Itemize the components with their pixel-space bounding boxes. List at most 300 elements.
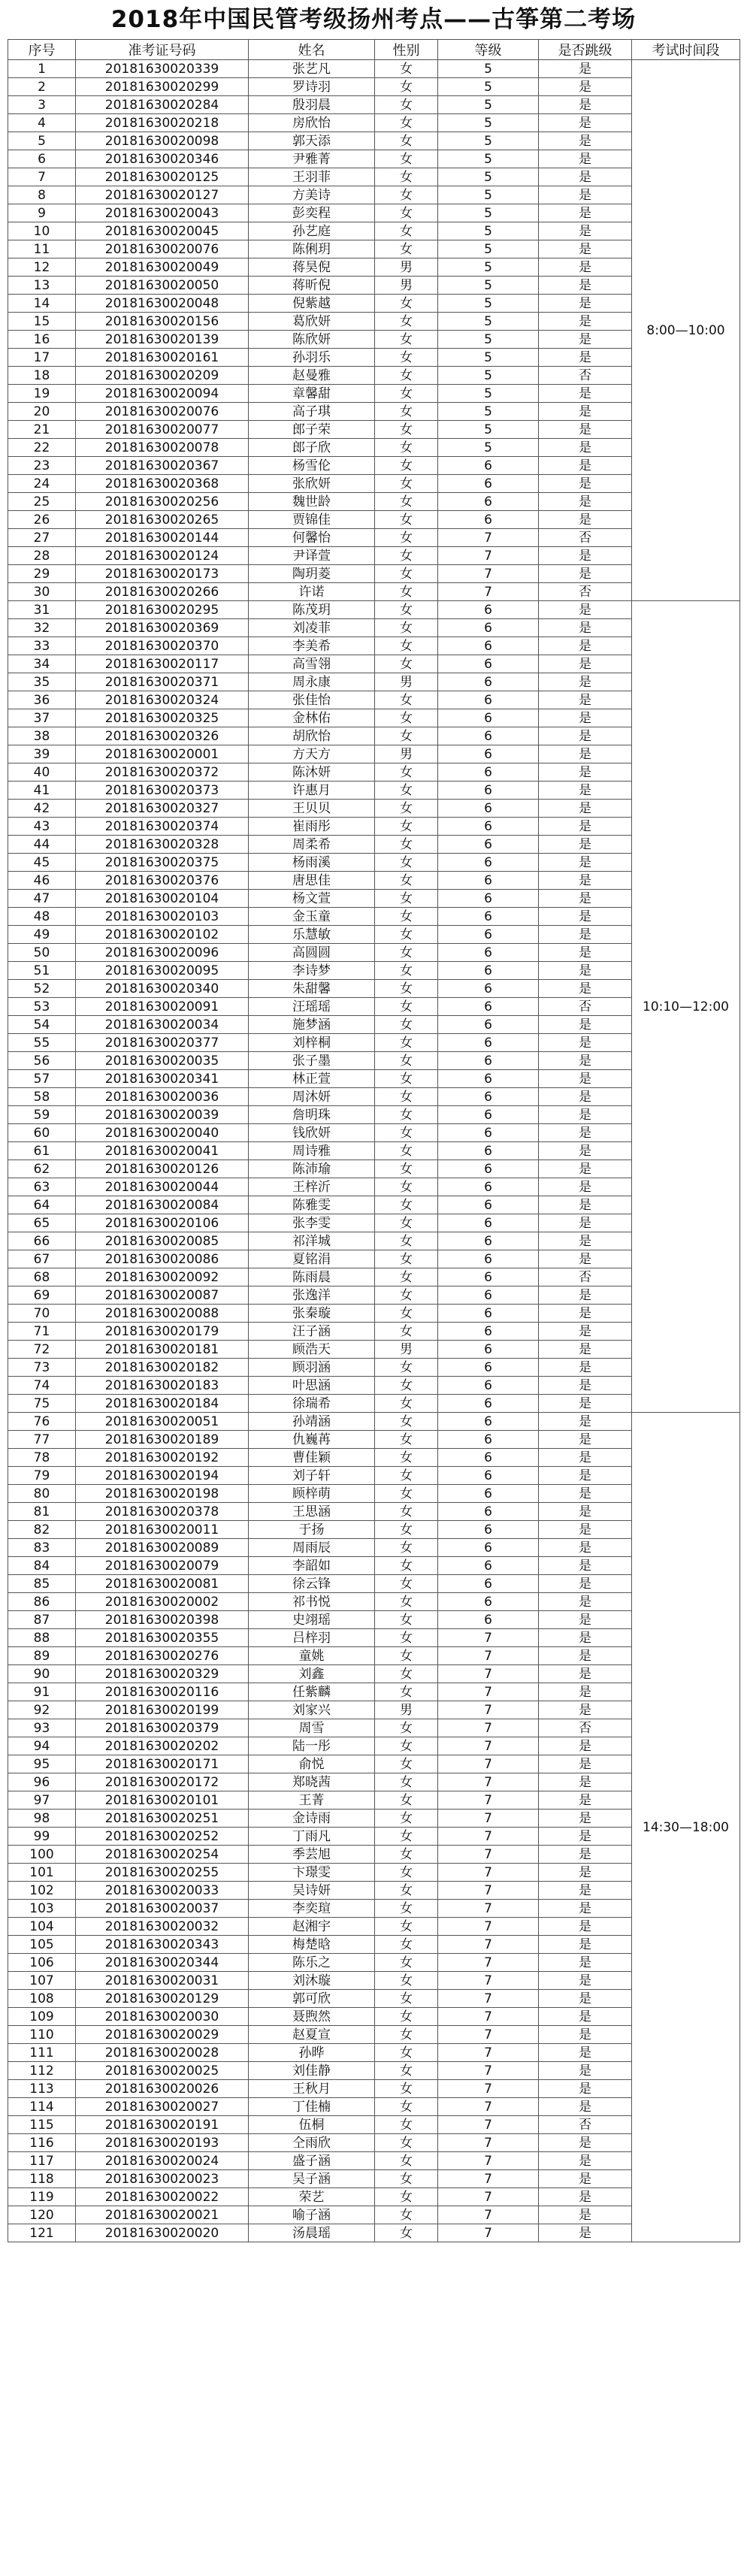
cell-ticket-number: 20181630020218 <box>76 114 249 132</box>
cell-ticket-number: 20181630020193 <box>76 2134 249 2152</box>
table-row <box>8 1250 740 1268</box>
cell-index: 101 <box>8 1864 76 1882</box>
table-row <box>8 60 740 78</box>
cell-name: 刘沐璇 <box>249 1972 375 1990</box>
cell-index: 55 <box>8 1034 76 1052</box>
cell-gender: 女 <box>375 1160 438 1178</box>
table-row <box>8 980 740 998</box>
cell-index: 35 <box>8 673 76 691</box>
cell-ticket-number: 20181630020266 <box>76 583 249 601</box>
table-row <box>8 872 740 890</box>
cell-ticket-number: 20181630020126 <box>76 1160 249 1178</box>
cell-name: 殷羽晨 <box>249 96 375 114</box>
cell-name: 聂煦然 <box>249 2008 375 2026</box>
cell-index: 77 <box>8 1431 76 1449</box>
cell-ticket-number: 20181630020341 <box>76 1070 249 1088</box>
cell-ticket-number: 20181630020036 <box>76 1088 249 1106</box>
cell-ticket-number: 20181630020011 <box>76 1521 249 1539</box>
cell-gender: 女 <box>375 1828 438 1846</box>
table-row <box>8 1268 740 1286</box>
cell-name: 丁雨凡 <box>249 1828 375 1846</box>
table-row <box>8 1539 740 1557</box>
header-ticket-number: 准考证号码 <box>76 40 249 60</box>
cell-name: 刘子轩 <box>249 1467 375 1485</box>
cell-name: 荣艺 <box>249 2188 375 2206</box>
cell-ticket-number: 20181630020091 <box>76 998 249 1016</box>
table-row <box>8 2098 740 2116</box>
cell-level: 6 <box>438 1232 539 1250</box>
cell-skip-level: 是 <box>539 1810 632 1828</box>
cell-gender: 女 <box>375 1864 438 1882</box>
cell-name: 张艺凡 <box>249 60 375 78</box>
cell-index: 58 <box>8 1088 76 1106</box>
cell-level: 6 <box>438 980 539 998</box>
cell-ticket-number: 20181630020184 <box>76 1395 249 1413</box>
cell-skip-level: 是 <box>539 1142 632 1160</box>
cell-level: 5 <box>438 186 539 204</box>
cell-name: 罗诗羽 <box>249 78 375 96</box>
cell-ticket-number: 20181630020139 <box>76 331 249 349</box>
cell-skip-level: 是 <box>539 1305 632 1323</box>
cell-level: 7 <box>438 1918 539 1936</box>
cell-level: 6 <box>438 1575 539 1593</box>
cell-gender: 女 <box>375 1034 438 1052</box>
cell-ticket-number: 20181630020095 <box>76 962 249 980</box>
cell-ticket-number: 20181630020125 <box>76 168 249 186</box>
cell-gender: 女 <box>375 2170 438 2188</box>
cell-level: 6 <box>438 1467 539 1485</box>
cell-index: 71 <box>8 1323 76 1341</box>
cell-level: 6 <box>438 1178 539 1196</box>
cell-gender: 女 <box>375 186 438 204</box>
cell-ticket-number: 20181630020284 <box>76 96 249 114</box>
cell-level: 6 <box>438 637 539 655</box>
header-level: 等级 <box>438 40 539 60</box>
cell-gender: 女 <box>375 1449 438 1467</box>
cell-index: 57 <box>8 1070 76 1088</box>
cell-level: 6 <box>438 655 539 673</box>
cell-level: 7 <box>438 2080 539 2098</box>
cell-ticket-number: 20181630020172 <box>76 1773 249 1791</box>
cell-level: 5 <box>438 78 539 96</box>
cell-level: 6 <box>438 727 539 745</box>
cell-gender: 女 <box>375 691 438 709</box>
cell-gender: 女 <box>375 2044 438 2062</box>
cell-index: 75 <box>8 1395 76 1413</box>
cell-name: 杨文萱 <box>249 890 375 908</box>
cell-skip-level: 否 <box>539 583 632 601</box>
cell-ticket-number: 20181630020295 <box>76 601 249 619</box>
table-row <box>8 204 740 222</box>
cell-gender: 女 <box>375 114 438 132</box>
cell-skip-level: 是 <box>539 1431 632 1449</box>
cell-skip-level: 是 <box>539 1954 632 1972</box>
cell-index: 89 <box>8 1647 76 1665</box>
table-row <box>8 222 740 240</box>
cell-ticket-number: 20181630020189 <box>76 1431 249 1449</box>
cell-ticket-number: 20181630020101 <box>76 1791 249 1810</box>
cell-gender: 女 <box>375 222 438 240</box>
cell-name: 顾浩天 <box>249 1341 375 1359</box>
cell-gender: 女 <box>375 980 438 998</box>
cell-gender: 女 <box>375 1665 438 1683</box>
cell-gender: 女 <box>375 240 438 259</box>
cell-skip-level: 是 <box>539 1755 632 1773</box>
cell-name: 郎子欣 <box>249 439 375 457</box>
cell-gender: 女 <box>375 1990 438 2008</box>
cell-name: 郭可欣 <box>249 1990 375 2008</box>
cell-index: 85 <box>8 1575 76 1593</box>
cell-level: 6 <box>438 1341 539 1359</box>
cell-name: 杨雪伦 <box>249 457 375 475</box>
cell-ticket-number: 20181630020040 <box>76 1124 249 1142</box>
cell-skip-level: 是 <box>539 1503 632 1521</box>
cell-level: 7 <box>438 1683 539 1701</box>
cell-gender: 女 <box>375 1593 438 1611</box>
cell-level: 5 <box>438 150 539 168</box>
table-row <box>8 1737 740 1755</box>
cell-ticket-number: 20181630020104 <box>76 890 249 908</box>
header-index: 序号 <box>8 40 76 60</box>
cell-name: 陈欣妍 <box>249 331 375 349</box>
cell-index: 76 <box>8 1413 76 1431</box>
cell-skip-level: 是 <box>539 836 632 854</box>
cell-index: 116 <box>8 2134 76 2152</box>
table-row <box>8 1178 740 1196</box>
cell-skip-level: 是 <box>539 637 632 655</box>
table-row <box>8 1142 740 1160</box>
cell-skip-level: 是 <box>539 1323 632 1341</box>
table-row <box>8 349 740 367</box>
cell-skip-level: 是 <box>539 1773 632 1791</box>
cell-level: 7 <box>438 2134 539 2152</box>
cell-gender: 女 <box>375 1016 438 1034</box>
cell-level: 6 <box>438 836 539 854</box>
cell-skip-level: 是 <box>539 2152 632 2170</box>
cell-index: 54 <box>8 1016 76 1034</box>
cell-ticket-number: 20181630020044 <box>76 1178 249 1196</box>
table-row <box>8 259 740 277</box>
cell-index: 79 <box>8 1467 76 1485</box>
cell-skip-level: 否 <box>539 2116 632 2134</box>
cell-skip-level: 否 <box>539 1268 632 1286</box>
exam-schedule-table <box>8 39 740 2242</box>
cell-gender: 女 <box>375 1972 438 1990</box>
cell-index: 56 <box>8 1052 76 1070</box>
cell-skip-level: 是 <box>539 1737 632 1755</box>
cell-name: 周沐妍 <box>249 1088 375 1106</box>
table-row <box>8 1954 740 1972</box>
cell-level: 7 <box>438 1828 539 1846</box>
cell-level: 5 <box>438 331 539 349</box>
table-row <box>8 926 740 944</box>
table-row <box>8 908 740 926</box>
cell-index: 92 <box>8 1701 76 1719</box>
cell-gender: 女 <box>375 2206 438 2224</box>
cell-index: 3 <box>8 96 76 114</box>
cell-skip-level: 是 <box>539 1791 632 1810</box>
cell-level: 7 <box>438 1701 539 1719</box>
cell-level: 7 <box>438 1755 539 1773</box>
table-row <box>8 150 740 168</box>
cell-skip-level: 是 <box>539 511 632 529</box>
cell-ticket-number: 20181630020355 <box>76 1629 249 1647</box>
cell-skip-level: 是 <box>539 1377 632 1395</box>
table-row <box>8 1431 740 1449</box>
cell-level: 7 <box>438 1900 539 1918</box>
cell-gender: 女 <box>375 782 438 800</box>
cell-name: 尹译萱 <box>249 547 375 565</box>
cell-index: 36 <box>8 691 76 709</box>
table-row <box>8 727 740 745</box>
header-row <box>8 40 740 60</box>
cell-level: 5 <box>438 60 539 78</box>
cell-skip-level: 是 <box>539 763 632 782</box>
cell-gender: 女 <box>375 1683 438 1701</box>
cell-name: 唐思佳 <box>249 872 375 890</box>
cell-skip-level: 是 <box>539 1395 632 1413</box>
cell-gender: 女 <box>375 1286 438 1305</box>
cell-skip-level: 是 <box>539 295 632 313</box>
cell-skip-level: 是 <box>539 186 632 204</box>
cell-index: 108 <box>8 1990 76 2008</box>
cell-gender: 女 <box>375 926 438 944</box>
table-row <box>8 1701 740 1719</box>
cell-ticket-number: 20181630020378 <box>76 1503 249 1521</box>
cell-name: 乐慧敏 <box>249 926 375 944</box>
table-row <box>8 1323 740 1341</box>
cell-gender: 女 <box>375 836 438 854</box>
table-row <box>8 2044 740 2062</box>
cell-skip-level: 是 <box>539 1232 632 1250</box>
cell-name: 吕梓羽 <box>249 1629 375 1647</box>
cell-ticket-number: 20181630020033 <box>76 1882 249 1900</box>
cell-skip-level: 是 <box>539 1918 632 1936</box>
table-row <box>8 1918 740 1936</box>
cell-index: 29 <box>8 565 76 583</box>
cell-skip-level: 是 <box>539 1034 632 1052</box>
cell-gender: 女 <box>375 908 438 926</box>
cell-name: 陈乐之 <box>249 1954 375 1972</box>
cell-gender: 女 <box>375 1431 438 1449</box>
cell-name: 张欣妍 <box>249 475 375 493</box>
table-row <box>8 2080 740 2098</box>
cell-level: 6 <box>438 1323 539 1341</box>
cell-index: 80 <box>8 1485 76 1503</box>
cell-level: 6 <box>438 1503 539 1521</box>
cell-index: 30 <box>8 583 76 601</box>
cell-name: 张李雯 <box>249 1214 375 1232</box>
cell-ticket-number: 20181630020199 <box>76 1701 249 1719</box>
cell-name: 施梦涵 <box>249 1016 375 1034</box>
cell-name: 王贝贝 <box>249 800 375 818</box>
table-row <box>8 1449 740 1467</box>
cell-skip-level: 否 <box>539 367 632 385</box>
cell-level: 7 <box>438 1846 539 1864</box>
cell-ticket-number: 20181630020045 <box>76 222 249 240</box>
cell-ticket-number: 20181630020116 <box>76 1683 249 1701</box>
cell-name: 张佳怡 <box>249 691 375 709</box>
cell-gender: 女 <box>375 349 438 367</box>
cell-ticket-number: 20181630020144 <box>76 529 249 547</box>
table-row <box>8 114 740 132</box>
cell-level: 6 <box>438 1250 539 1268</box>
cell-skip-level: 是 <box>539 1683 632 1701</box>
cell-index: 6 <box>8 150 76 168</box>
cell-name: 李诗梦 <box>249 962 375 980</box>
table-row <box>8 421 740 439</box>
cell-name: 郭天添 <box>249 132 375 150</box>
cell-skip-level: 是 <box>539 1196 632 1214</box>
cell-level: 7 <box>438 2188 539 2206</box>
cell-gender: 女 <box>375 1214 438 1232</box>
cell-gender: 女 <box>375 1810 438 1828</box>
cell-ticket-number: 20181630020379 <box>76 1719 249 1737</box>
cell-ticket-number: 20181630020343 <box>76 1936 249 1954</box>
cell-level: 7 <box>438 565 539 583</box>
cell-gender: 女 <box>375 1503 438 1521</box>
cell-ticket-number: 20181630020346 <box>76 150 249 168</box>
cell-level: 7 <box>438 1864 539 1882</box>
cell-ticket-number: 20181630020255 <box>76 1864 249 1882</box>
cell-gender: 女 <box>375 96 438 114</box>
cell-skip-level: 是 <box>539 1629 632 1647</box>
cell-name: 高圆圆 <box>249 944 375 962</box>
cell-skip-level: 是 <box>539 2026 632 2044</box>
cell-skip-level: 是 <box>539 1882 632 1900</box>
table-row <box>8 1286 740 1305</box>
cell-index: 1 <box>8 60 76 78</box>
cell-gender: 女 <box>375 1250 438 1268</box>
cell-index: 27 <box>8 529 76 547</box>
cell-skip-level: 是 <box>539 277 632 295</box>
cell-skip-level: 是 <box>539 926 632 944</box>
cell-ticket-number: 20181630020103 <box>76 908 249 926</box>
cell-index: 118 <box>8 2170 76 2188</box>
cell-level: 7 <box>438 2152 539 2170</box>
cell-index: 109 <box>8 2008 76 2026</box>
table-row <box>8 1106 740 1124</box>
cell-ticket-number: 20181630020020 <box>76 2224 249 2242</box>
cell-skip-level: 是 <box>539 709 632 727</box>
cell-skip-level: 是 <box>539 727 632 745</box>
cell-ticket-number: 20181630020183 <box>76 1377 249 1395</box>
table-row <box>8 1413 740 1431</box>
cell-index: 113 <box>8 2080 76 2098</box>
cell-index: 20 <box>8 403 76 421</box>
table-row <box>8 1882 740 1900</box>
table-row <box>8 2062 740 2080</box>
table-row <box>8 186 740 204</box>
cell-skip-level: 是 <box>539 2044 632 2062</box>
cell-name: 祁书悦 <box>249 1593 375 1611</box>
cell-skip-level: 是 <box>539 2224 632 2242</box>
cell-name: 童姚 <box>249 1647 375 1665</box>
cell-name: 周柔希 <box>249 836 375 854</box>
cell-skip-level: 是 <box>539 475 632 493</box>
cell-name: 伍桐 <box>249 2116 375 2134</box>
cell-ticket-number: 20181630020077 <box>76 421 249 439</box>
cell-gender: 女 <box>375 1647 438 1665</box>
cell-level: 6 <box>438 1395 539 1413</box>
cell-skip-level: 是 <box>539 673 632 691</box>
cell-gender: 男 <box>375 1701 438 1719</box>
cell-gender: 女 <box>375 818 438 836</box>
cell-gender: 女 <box>375 60 438 78</box>
cell-name: 顾羽涵 <box>249 1359 375 1377</box>
cell-name: 丁佳楠 <box>249 2098 375 2116</box>
cell-skip-level: 是 <box>539 1521 632 1539</box>
cell-index: 114 <box>8 2098 76 2116</box>
cell-gender: 女 <box>375 132 438 150</box>
cell-gender: 女 <box>375 1305 438 1323</box>
cell-skip-level: 是 <box>539 1052 632 1070</box>
cell-level: 6 <box>438 872 539 890</box>
cell-name: 刘家兴 <box>249 1701 375 1719</box>
cell-skip-level: 是 <box>539 114 632 132</box>
table-row <box>8 1593 740 1611</box>
cell-ticket-number: 20181630020039 <box>76 1106 249 1124</box>
cell-gender: 女 <box>375 1719 438 1737</box>
cell-level: 6 <box>438 1034 539 1052</box>
cell-name: 李奕瑄 <box>249 1900 375 1918</box>
cell-ticket-number: 20181630020182 <box>76 1359 249 1377</box>
cell-name: 吴子涵 <box>249 2170 375 2188</box>
cell-index: 100 <box>8 1846 76 1864</box>
cell-gender: 女 <box>375 1106 438 1124</box>
cell-name: 顾梓萌 <box>249 1485 375 1503</box>
cell-level: 6 <box>438 1124 539 1142</box>
cell-ticket-number: 20181630020398 <box>76 1611 249 1629</box>
cell-ticket-number: 20181630020377 <box>76 1034 249 1052</box>
cell-ticket-number: 20181630020340 <box>76 980 249 998</box>
cell-ticket-number: 20181630020161 <box>76 349 249 367</box>
cell-level: 6 <box>438 1611 539 1629</box>
cell-index: 63 <box>8 1178 76 1196</box>
cell-level: 7 <box>438 1882 539 1900</box>
cell-gender: 女 <box>375 1124 438 1142</box>
cell-gender: 女 <box>375 1377 438 1395</box>
table-row <box>8 1936 740 1954</box>
cell-gender: 女 <box>375 2188 438 2206</box>
cell-level: 5 <box>438 132 539 150</box>
cell-index: 43 <box>8 818 76 836</box>
cell-gender: 女 <box>375 1791 438 1810</box>
cell-level: 6 <box>438 908 539 926</box>
cell-index: 40 <box>8 763 76 782</box>
cell-gender: 女 <box>375 2080 438 2098</box>
cell-name: 吴诗妍 <box>249 1882 375 1900</box>
table-row <box>8 2206 740 2224</box>
cell-gender: 女 <box>375 1178 438 1196</box>
cell-name: 彭奕程 <box>249 204 375 222</box>
cell-index: 96 <box>8 1773 76 1791</box>
cell-index: 2 <box>8 78 76 96</box>
cell-name: 高雪翎 <box>249 655 375 673</box>
table-row <box>8 601 740 619</box>
cell-skip-level: 是 <box>539 1864 632 1882</box>
cell-gender: 女 <box>375 403 438 421</box>
table-row <box>8 1088 740 1106</box>
cell-level: 7 <box>438 583 539 601</box>
cell-name: 陈雨晨 <box>249 1268 375 1286</box>
table-row <box>8 1719 740 1737</box>
cell-ticket-number: 20181630020076 <box>76 403 249 421</box>
cell-ticket-number: 20181630020089 <box>76 1539 249 1557</box>
cell-ticket-number: 20181630020344 <box>76 1954 249 1972</box>
cell-skip-level: 是 <box>539 1359 632 1377</box>
cell-level: 7 <box>438 1810 539 1828</box>
